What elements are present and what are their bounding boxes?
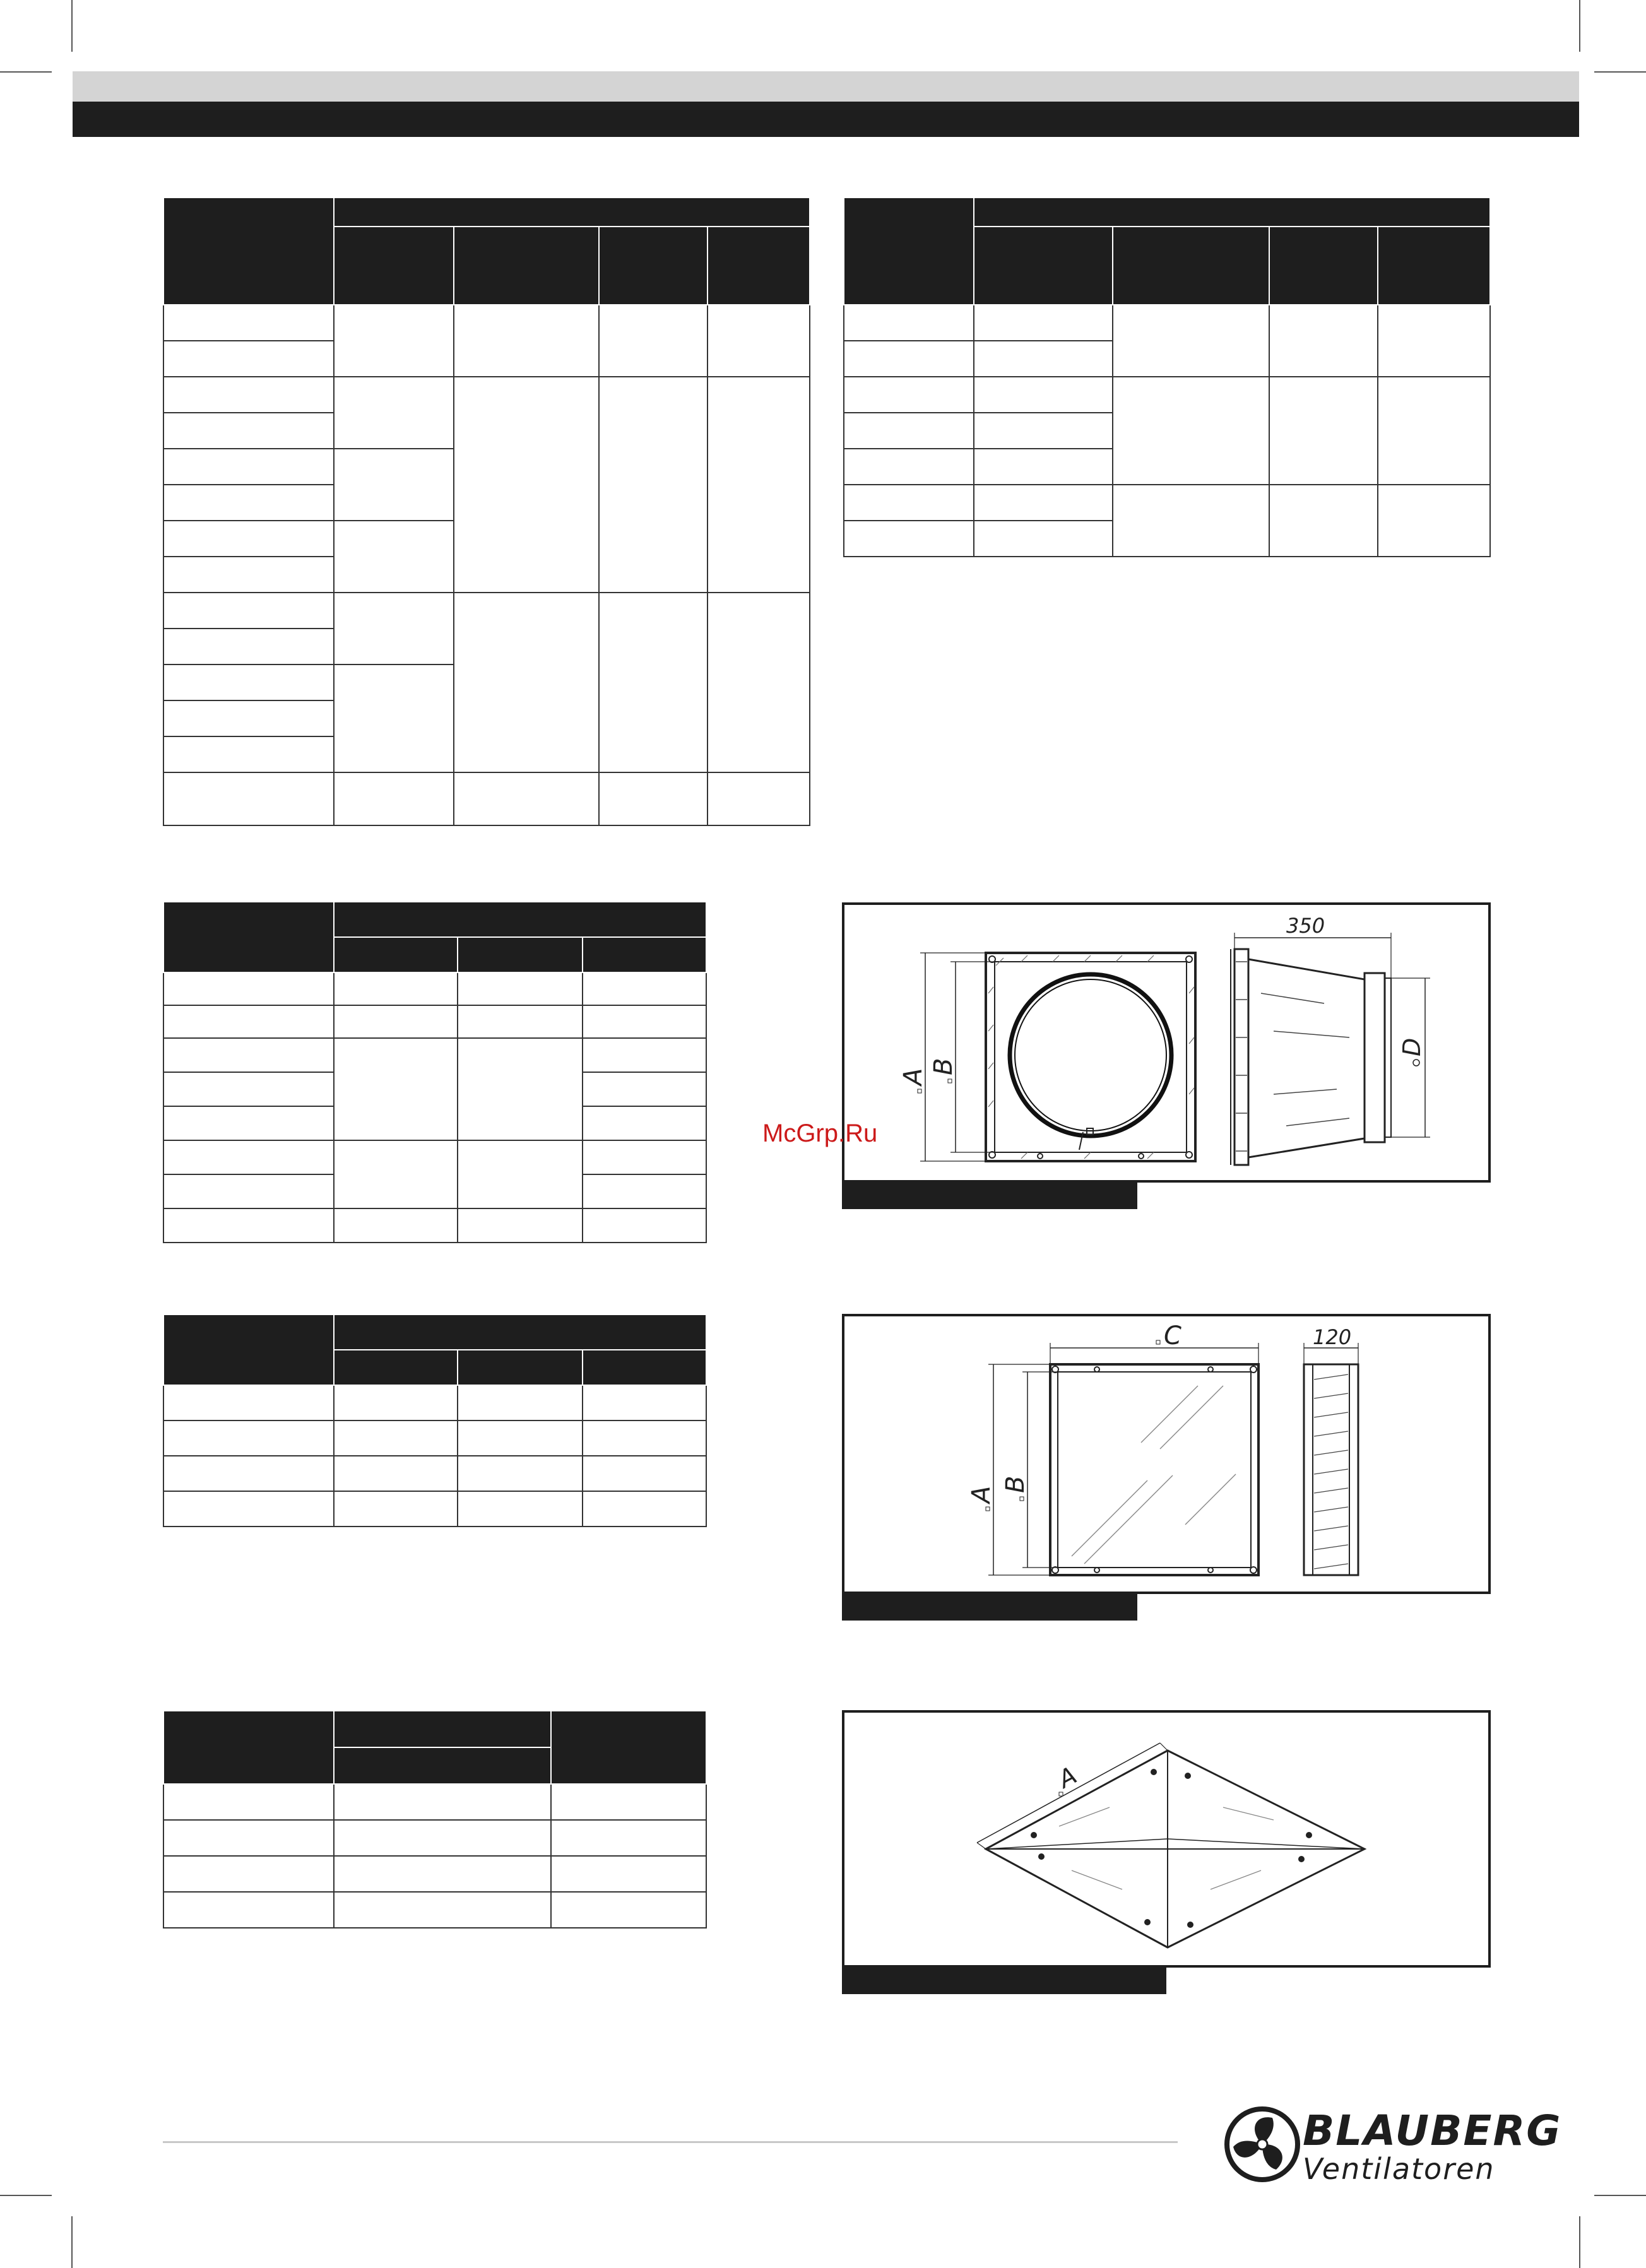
spec-table-3 [163, 901, 707, 1243]
header-band [73, 102, 1579, 137]
table-header-cell [334, 937, 458, 972]
crop-mark-bl-v [71, 2216, 73, 2268]
watermark: McGrp.Ru [762, 1119, 878, 1147]
roof-drawing-box [842, 1710, 1491, 1968]
dimension-label-b: B [929, 1058, 958, 1075]
spec-table-5 [163, 1710, 707, 1928]
dimension-label-a: A [967, 1485, 996, 1503]
footer-rule [163, 2141, 1178, 2143]
header-band-grey [73, 71, 1579, 102]
table-header-cell [974, 227, 1113, 305]
table-header-cell [974, 198, 1490, 227]
crop-mark-tl-v [71, 0, 73, 52]
table-row [163, 1385, 706, 1420]
table-row [163, 305, 810, 341]
figure-caption-bar [842, 1968, 1166, 1994]
table-header-cell [1378, 227, 1490, 305]
table-row [844, 485, 1490, 521]
crop-mark-br-v [1579, 2216, 1580, 2268]
spec-table-2 [843, 197, 1491, 557]
brand-subtitle: Ventilatoren [1303, 2152, 1495, 2186]
table-header-cell [163, 902, 334, 972]
table-row [844, 377, 1490, 413]
table-header-cell [334, 902, 706, 937]
table-header-cell [458, 937, 583, 972]
table-header-cell [334, 1747, 551, 1784]
crop-mark-tl-h [0, 71, 52, 73]
dimension-label-120: 120 [1313, 1325, 1352, 1349]
table-header-cell [334, 227, 454, 305]
table-row [163, 1820, 706, 1856]
table-row [844, 305, 1490, 341]
table-row [163, 1784, 706, 1820]
table-header-cell [163, 1711, 334, 1784]
table-header-cell [334, 1350, 458, 1385]
table-header-cell [1113, 227, 1269, 305]
table-row [163, 972, 706, 1005]
table-row [163, 772, 810, 825]
spec-table-4 [163, 1314, 707, 1527]
table-row [163, 1208, 706, 1243]
crop-mark-bl-h [0, 2195, 52, 2196]
crop-mark-tr-h [1594, 71, 1646, 73]
table-header-cell [844, 198, 974, 305]
table-header-cell [334, 1314, 706, 1350]
table-row [163, 1856, 706, 1892]
table-row [163, 1005, 706, 1038]
dimension-label-d: D [1398, 1037, 1426, 1056]
table-row [163, 377, 810, 413]
roof-drawing [844, 1713, 1488, 1965]
table-row [163, 1892, 706, 1928]
table-row [163, 1491, 706, 1527]
table-header-cell [583, 1350, 706, 1385]
frame-drawing [844, 1316, 1488, 1592]
table-header-cell [334, 1711, 551, 1747]
table-row [163, 1456, 706, 1491]
table-header-cell [1269, 227, 1378, 305]
dimension-label-b: B [1001, 1475, 1030, 1493]
table-header-cell [334, 198, 810, 227]
figure-caption-bar [842, 1183, 1137, 1209]
figure-caption-bar [842, 1594, 1137, 1621]
brand-name: BLAUBERG [1303, 2106, 1562, 2155]
dimension-label-c: C [1164, 1321, 1181, 1350]
dimension-label-350: 350 [1286, 914, 1325, 938]
table-row [163, 1140, 706, 1174]
table-header-cell [708, 227, 810, 305]
brand-logo [1223, 2095, 1562, 2196]
dimension-label-a: A [1053, 1761, 1082, 1793]
crop-mark-tr-v [1579, 0, 1580, 52]
table-header-cell [583, 937, 706, 972]
table-header-cell [163, 198, 334, 305]
table-header-cell [551, 1711, 706, 1784]
table-header-cell [454, 227, 599, 305]
table-header-cell [599, 227, 708, 305]
spec-table-1 [163, 197, 810, 826]
adapter-drawing-box [842, 902, 1491, 1183]
fan-icon [1223, 2105, 1301, 2183]
frame-drawing-box [842, 1314, 1491, 1594]
crop-mark-br-h [1594, 2195, 1646, 2196]
dimension-label-a: A [899, 1068, 928, 1085]
table-header-cell [163, 1314, 334, 1385]
table-header-cell [458, 1350, 583, 1385]
table-row [163, 1038, 706, 1072]
table-row [163, 1420, 706, 1456]
table-row [163, 593, 810, 629]
adapter-drawing [844, 905, 1488, 1180]
